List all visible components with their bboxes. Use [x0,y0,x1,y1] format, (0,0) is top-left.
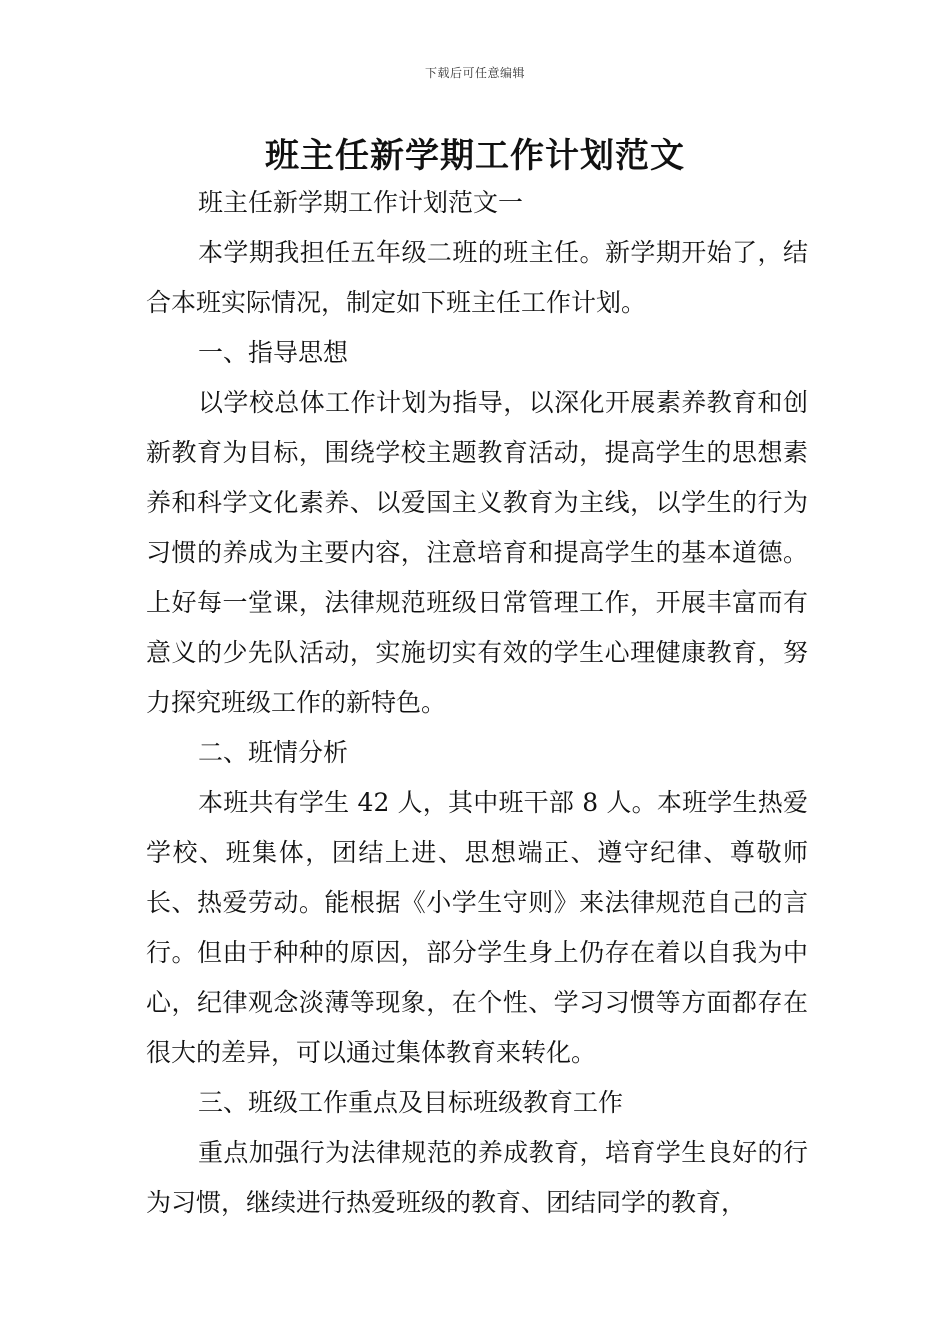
section-subtitle: 班主任新学期工作计划范文一 [198,188,524,217]
paragraph-guiding-thought: 以学校总体工作计划为指导，以深化开展素养教育和创新教育为目标，围绕学校主题教育活动，提高学生的思想素养和科学文化素养、以爱国主义教育为主线，以学生的行为习惯的养成为主要内容，注意培育和提高学生的基本道德。上好每一堂课，法律规范班级日常管理工作，开展丰富而有意义的少先队活动，实施切实有效的学生心理健康教育，努力探究班级工作的新特色。 [146,388,808,717]
document-body [146,178,808,1228]
document-title: 班主任新学期工作计划范文 [265,136,685,176]
paragraph-intro: 本学期我担任五年级二班的班主任。新学期开始了，结合本班实际情况，制定如下班主任工作计划。 [146,238,808,317]
paragraph-work-focus: 重点加强行为法律规范的养成教育，培育学生良好的行为习惯，继续进行热爱班级的教育、团结同学的教育， [146,1138,808,1217]
section-heading-class-analysis: 二、班情分析 [198,738,349,767]
header-note: 下载后可任意编辑 [424,66,525,80]
section-heading-work-focus: 三、班级工作重点及目标班级教育工作 [198,1088,624,1117]
paragraph-class-analysis: 本班共有学生 42 人，其中班干部 8 人。本班学生热爱学校、班集体，团结上进、思想端正、遵守纪律、尊敬师长、热爱劳动。能根据《小学生守则》来法律规范自己的言行。但由于种种的原因，部分学生身上仍存在着以自我为中心，纪律观念淡薄等现象，在个性、学习习惯等方面都存在很大的差异，可以通过集体教育来转化。 [146,788,808,1067]
section-heading-guiding-thought: 一、指导思想 [198,338,349,367]
